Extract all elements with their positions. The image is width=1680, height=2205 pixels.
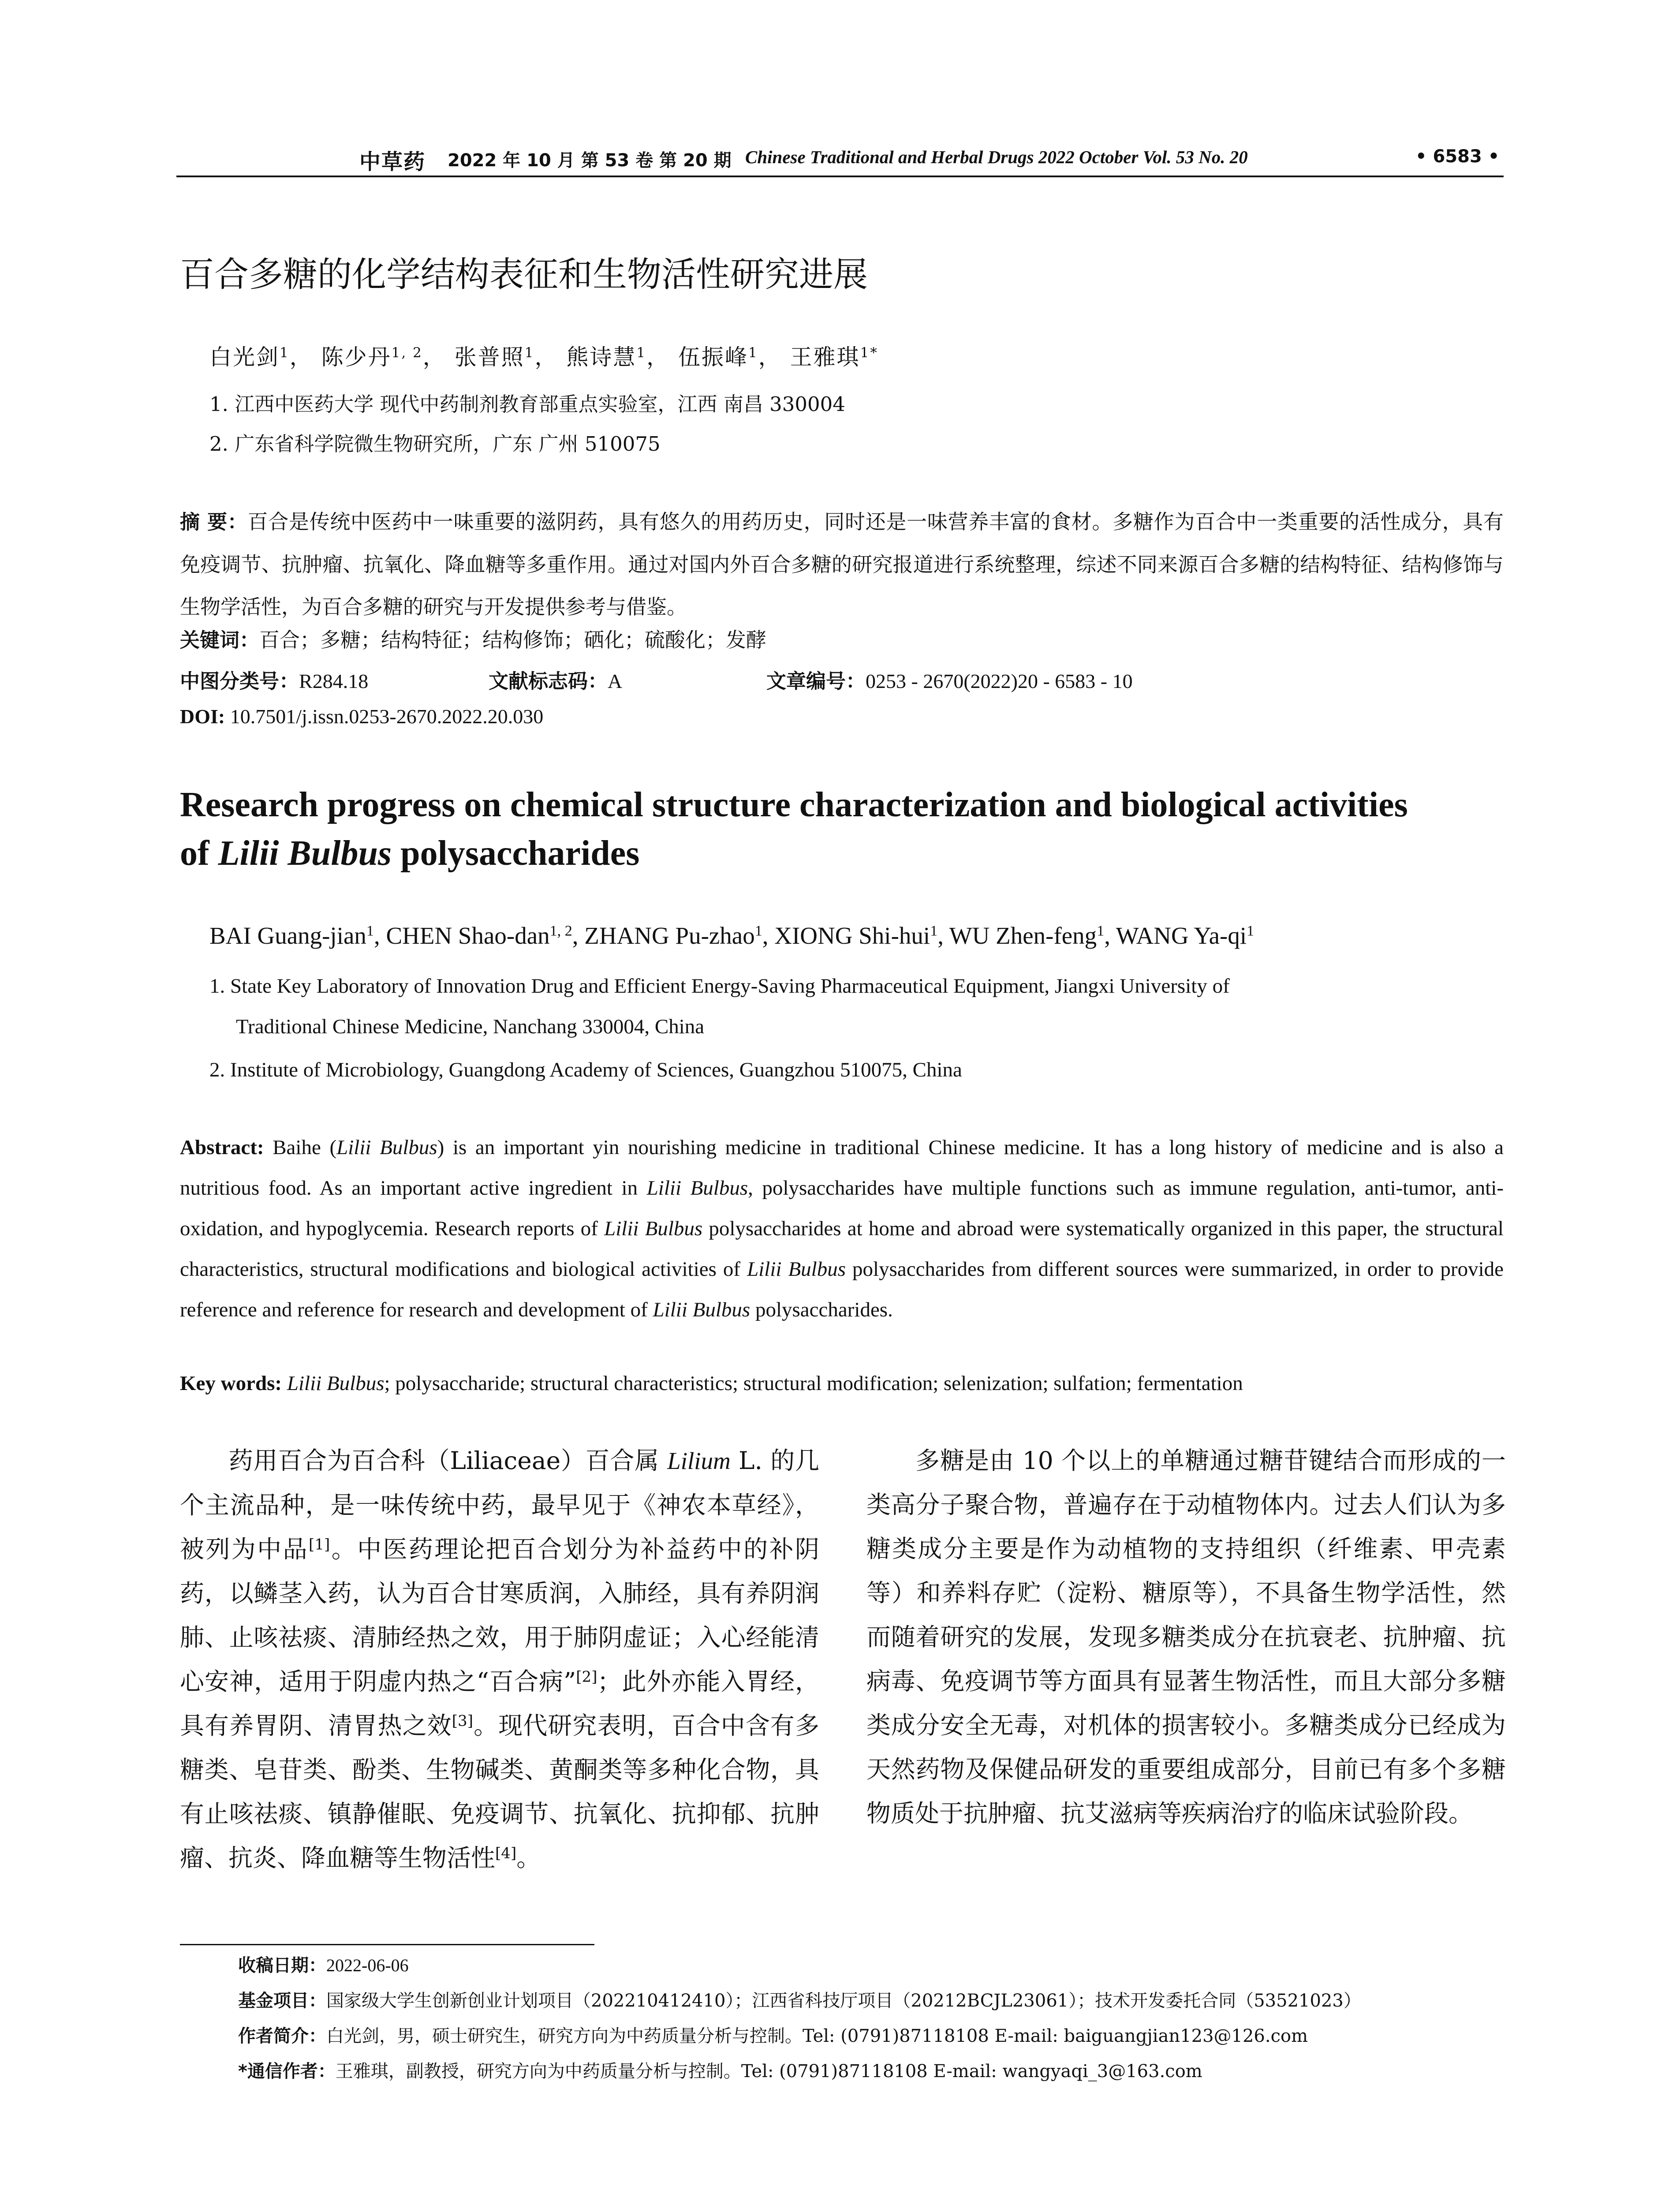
- author-name-en: XIONG Shi-hui: [774, 922, 930, 949]
- author-affiliation-mark: 1, 2: [391, 344, 423, 361]
- issue-info-cn: 2022 年 10 月 第 53 卷 第 20 期: [448, 150, 732, 171]
- author-affiliation-mark: 1: [748, 344, 758, 361]
- author-name: 熊诗慧: [566, 344, 637, 370]
- author-name-en: ZHANG Pu-zhao: [584, 922, 755, 949]
- keywords-text-cn: 百合；多糖；结构特征；结构修饰；硒化；硫酸化；发酵: [259, 628, 767, 652]
- issue-info-en: Chinese Traditional and Herbal Drugs 2022 October Vol. 53 No. 20: [745, 147, 1248, 167]
- author-affiliation-mark: 1: [524, 344, 535, 361]
- article-title-cn: 百合多糖的化学结构表征和生物活性研究进展: [180, 255, 868, 295]
- author-name: 陈少丹: [321, 344, 392, 370]
- abstract-cn: [180, 501, 1504, 628]
- author-affiliation-mark: 1: [636, 344, 647, 361]
- article-title-en: Research progress on chemical structure characterization and biological activities of Lilii Bulbus polysaccharides: [180, 785, 1408, 873]
- running-header: [176, 145, 1504, 174]
- body-column-left: 药用百合为百合科（Liliaceae）百合属 Lilium L. 的几个主流品种，是一味传统中药，最早见于《神农本草经》，被列为中品[1]。中医药理论把百合划分为补益药中的补阴药，以鳞茎入药，认为百合甘寒质润，入肺经，具有养阴润肺、止咳祛痰、清肺经热之效，用于肺阴虚证；入心经能清心安神，适用于阴虚内热之“百合病”[2]；此外亦能入胃经，具有养胃阴、清胃热之效[3]。现代研究表明，百合中含有多糖类、皂苷类、酚类、生物碱类、黄酮类等多种化合物，具有止咳祛痰、镇静催眠、免疫调节、抗氧化、抗抑郁、抗肿瘤、抗炎、降血糖等生物活性[4]。: [180, 1446, 819, 1872]
- author-name: 伍振峰: [678, 344, 748, 370]
- affiliation-en-1: 1. State Key Laboratory of Innovation Drug and Efficient Energy-Saving Pharmaceutical Equipment, Jiangxi University of Traditional Chinese Medicine, Nanchang 330004, China: [209, 975, 1230, 1038]
- footnote-funding: 基金项目：国家级大学生创新创业计划项目（202210412410）；江西省科技厅项目（20212BCJL23061）；技术开发委托合同（53521023）: [238, 1991, 1361, 2011]
- author-affiliation-mark: 1: [280, 344, 290, 361]
- author-name: 张普照: [454, 344, 525, 370]
- doi-value[interactable]: 10.7501/j.issn.0253-2670.2022.20.030: [230, 705, 544, 728]
- header-rule: [176, 176, 1504, 177]
- keywords-label-en: Key words:: [180, 1372, 282, 1395]
- doi-line: [180, 705, 543, 728]
- affiliation-cn-2: 2. 广东省科学院微生物研究所，广东 广州 510075: [209, 432, 661, 456]
- abstract-en: Abstract: Baihe (Lilii Bulbus) is an important yin nourishing medicine in traditional Chinese medicine. It has a long history of medicine and is also a nutritious food. As an important active ingredient in Lilii Bulbus, polysaccharides have multiple functions such as immune regulation, anti-tumor, anti-oxidation, and hypoglycemia. Research reports of Lilii Bulbus polysaccharides at home and abroad were systematically organized in this paper, the structural characteristics, structural modifications and biological activities of Lilii Bulbus polysaccharides from different sources were summarized, in order to provide reference and reference for research and development of Lilii Bulbus polysaccharides.: [180, 1136, 1504, 1321]
- keywords-label-cn: 关键词：: [180, 628, 260, 652]
- citation-ref[interactable]: [2]: [576, 1668, 597, 1686]
- footnote-received: 收稿日期：2022-06-06: [238, 1955, 409, 1976]
- affiliation-en-2: 2. Institute of Microbiology, Guangdong Academy of Sciences, Guangzhou 510075, China: [209, 1058, 962, 1081]
- citation-ref[interactable]: [1]: [309, 1536, 330, 1554]
- authors-en: BAI Guang-jian$^1$, CHEN Shao-dan$^{1, 2}$, ZHANG Pu-zhao$^1$, XIONG Shi-hui$^1$, WU Zhen-feng$^1$, WANG $Ya-qi^1$: [209, 922, 1254, 949]
- affiliation-cn-1: 1. 江西中医药大学 现代中药制剂教育部重点实验室，江西 南昌 330004: [209, 392, 845, 416]
- abstract-label-en: Abstract:: [180, 1136, 264, 1159]
- abstract-label-cn: 摘 要：: [180, 510, 248, 534]
- keywords-en: Key words: Lilii Bulbus; polysaccharide; structural characteristics; structural modification; selenization; sulfation; fermentation: [180, 1372, 1243, 1395]
- author-name: 王雅琪: [790, 344, 860, 370]
- title-en-line1: Research progress on chemical structure characterization and biological activities: [180, 785, 1408, 824]
- title-en-italic: Lilii Bulbus: [218, 834, 392, 873]
- author-name-en: WU Zhen-feng: [949, 922, 1097, 949]
- author-name-en: BAI Guang-jian: [209, 922, 366, 949]
- doi-label: DOI:: [180, 705, 225, 728]
- footnote-corresponding-author: *通信作者：王雅琪，副教授，研究方向为中药质量分析与控制。Tel: (0791)87118108 E-mail: wangyaqi_3@163.com: [238, 2061, 1202, 2082]
- abstract-text-cn: 百合是传统中医药中一味重要的滋阴药，具有悠久的用药历史，同时还是一味营养丰富的食材。多糖作为百合中一类重要的活性成分，具有免疫调节、抗肿瘤、抗氧化、降血糖等多重作用。通过对国内外百合多糖的研究报道进行系统整理，综述不同来源百合多糖的结构特征、结构修饰与生物学活性，为百合多糖的研究与开发提供参考与借鉴。: [180, 510, 1504, 619]
- footnote-author-bio: 作者简介：白光剑，男，硕士研究生，研究方向为中药质量分析与控制。Tel: (0791)87118108 E-mail: baiguangjian123@126.com: [238, 2026, 1308, 2046]
- authors-cn: 白光剑$^1$， 陈少丹$^{1, 2}$， 张普照$^1$， 熊诗慧$^1$， 伍振峰$^1$， 王雅琪$^{1*}$: [209, 344, 878, 370]
- keywords-cn: [180, 624, 766, 653]
- citation-ref[interactable]: [4]: [495, 1844, 517, 1862]
- citation-ref[interactable]: [3]: [452, 1712, 474, 1730]
- author-affiliation-mark: 1*: [860, 344, 878, 361]
- footnote-rule: [180, 1944, 594, 1945]
- author-name-en: CHEN Shao-dan: [386, 922, 550, 949]
- document-code: 文献标志码：A: [489, 669, 623, 693]
- author-name: 白光剑: [209, 344, 280, 370]
- article-number: 文章编号：0253 - 2670(2022)20 - 6583 - 10: [766, 669, 1133, 693]
- author-name-en: WANG Ya-qi: [1116, 922, 1247, 949]
- clc-number: 中图分类号：R284.18: [180, 669, 369, 693]
- page-number: • 6583 •: [1415, 146, 1500, 167]
- body-column-right: 多糖是由 10 个以上的单糖通过糖苷键结合而形成的一类高分子聚合物，普遍存在于动植物体内。过去人们认为多糖类成分主要是作为动植物的支持组织（纤维素、甲壳素等）和养料存贮（淀粉、糖原等），不具备生物学活性，然而随着研究的发展，发现多糖类成分在抗衰老、抗肿瘤、抗病毒、免疫调节等方面具有显著生物活性，而且大部分多糖类成分安全无毒，对机体的损害较小。多糖类成分已经成为天然药物及保健品研发的重要组成部分，目前已有多个多糖物质处于抗肿瘤、抗艾滋病等疾病治疗的临床试验阶段。: [866, 1446, 1506, 1828]
- journal-name-cn: 中草药: [359, 149, 426, 174]
